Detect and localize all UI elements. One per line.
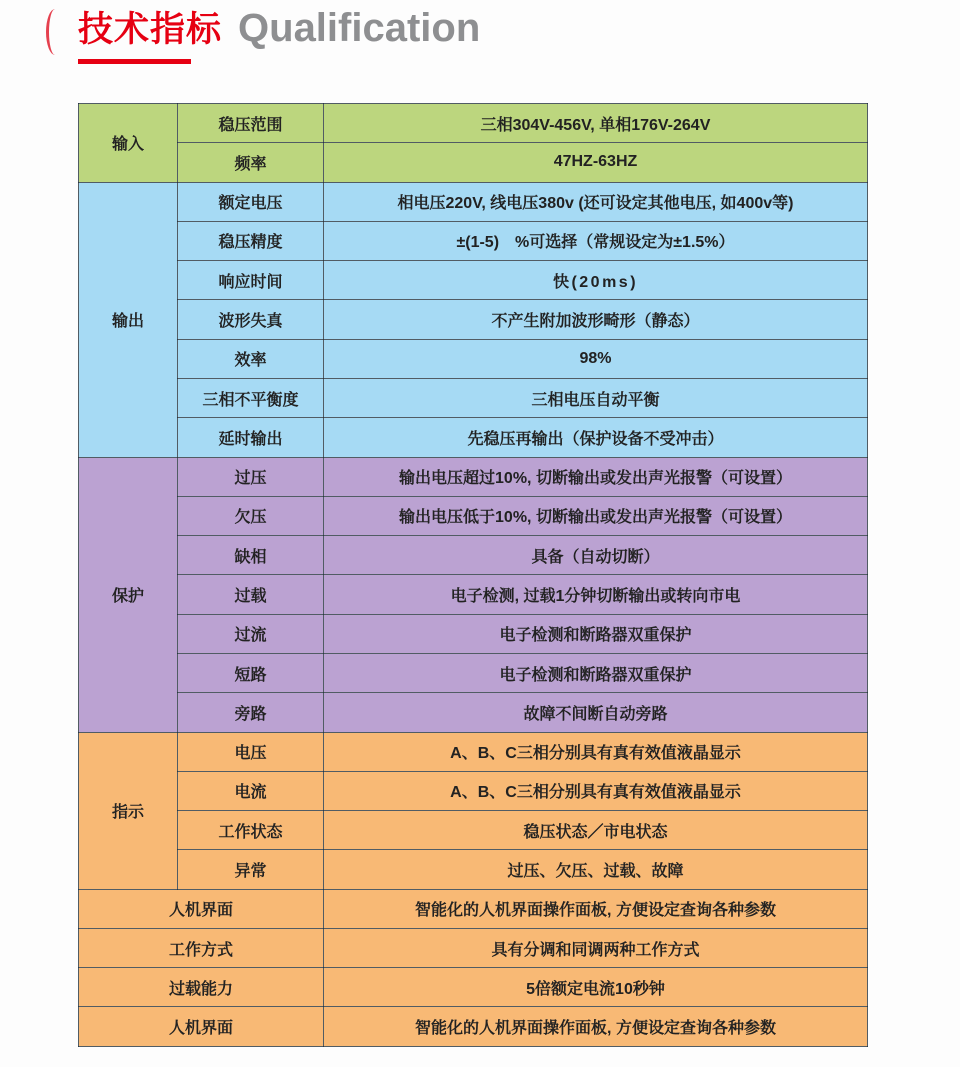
spec-value: 输出电压低于10%, 切断输出或发出声光报警（可设置） [324, 496, 868, 535]
table-row [79, 575, 868, 614]
spec-value: 98% [324, 339, 868, 378]
spec-label: 稳压精度 [178, 221, 324, 260]
spec-label: 工作方式 [79, 928, 324, 967]
table-row [79, 457, 868, 496]
table-row [79, 693, 868, 732]
spec-label: 异常 [178, 850, 324, 889]
page-header [78, 6, 480, 53]
page-title-cn: 技术指标 [78, 10, 223, 49]
spec-label: 工作状态 [178, 811, 324, 850]
spec-table [78, 103, 868, 1047]
table-row [79, 182, 868, 221]
table-row [79, 928, 868, 967]
table-row [79, 143, 868, 182]
spec-label: 人机界面 [79, 889, 324, 928]
spec-label: 电压 [178, 732, 324, 771]
spec-label: 延时输出 [178, 418, 324, 457]
spec-label: 响应时间 [178, 261, 324, 300]
spec-label: 缺相 [178, 536, 324, 575]
category-cell-indication: 指示 [79, 732, 178, 889]
category-cell-protection: 保护 [79, 457, 178, 732]
spec-value: 稳压状态／市电状态 [324, 811, 868, 850]
table-row [79, 221, 868, 260]
table-row [79, 811, 868, 850]
table-row [79, 732, 868, 771]
spec-value: 先稳压再输出（保护设备不受冲击） [324, 418, 868, 457]
spec-value: ±(1-5) %可选择（常规设定为±1.5%） [324, 221, 868, 260]
title-underline [78, 59, 191, 64]
spec-value: 输出电压超过10%, 切断输出或发出声光报警（可设置） [324, 457, 868, 496]
spec-value: 电子检测和断路器双重保护 [324, 653, 868, 692]
spec-label: 过流 [178, 614, 324, 653]
spec-label: 电流 [178, 771, 324, 810]
spec-label: 三相不平衡度 [178, 378, 324, 417]
spec-label: 波形失真 [178, 300, 324, 339]
spec-value: 5倍额定电流10秒钟 [324, 968, 868, 1007]
table-row [79, 418, 868, 457]
table-row [79, 771, 868, 810]
spec-table-wrap [78, 103, 868, 1047]
table-row [79, 300, 868, 339]
spec-value: 三相电压自动平衡 [324, 378, 868, 417]
spec-value: 电子检测, 过载1分钟切断输出或转向市电 [324, 575, 868, 614]
spec-value: 过压、欠压、过载、故障 [324, 850, 868, 889]
spec-label: 短路 [178, 653, 324, 692]
spec-label: 过载 [178, 575, 324, 614]
spec-value: A、B、C三相分别具有真有效值液晶显示 [324, 771, 868, 810]
spec-label: 过载能力 [79, 968, 324, 1007]
table-row [79, 378, 868, 417]
table-row [79, 889, 868, 928]
table-row [79, 496, 868, 535]
spec-label: 人机界面 [79, 1007, 324, 1047]
spec-label: 过压 [178, 457, 324, 496]
spec-label: 额定电压 [178, 182, 324, 221]
table-row [79, 614, 868, 653]
table-row [79, 339, 868, 378]
table-row [79, 261, 868, 300]
category-cell-output: 输出 [79, 182, 178, 457]
spec-value: 相电压220V, 线电压380v (还可设定其他电压, 如400v等) [324, 182, 868, 221]
decorative-arc [46, 9, 64, 55]
spec-value: A、B、C三相分别具有真有效值液晶显示 [324, 732, 868, 771]
spec-value: 智能化的人机界面操作面板, 方便设定查询各种参数 [324, 889, 868, 928]
table-row [79, 653, 868, 692]
spec-value: 具有分调和同调两种工作方式 [324, 928, 868, 967]
spec-value: 故障不间断自动旁路 [324, 693, 868, 732]
spec-value: 电子检测和断路器双重保护 [324, 614, 868, 653]
page-title-en: Qualification [238, 6, 481, 50]
spec-value: 47HZ-63HZ [324, 143, 868, 182]
table-row [79, 968, 868, 1007]
spec-value: 不产生附加波形畸形（静态） [324, 300, 868, 339]
spec-label: 欠压 [178, 496, 324, 535]
table-row [79, 850, 868, 889]
spec-label: 频率 [178, 143, 324, 182]
spec-label: 稳压范围 [178, 104, 324, 143]
spec-label: 旁路 [178, 693, 324, 732]
spec-value: 快(20ms) [324, 261, 868, 300]
table-row [79, 104, 868, 143]
spec-value: 智能化的人机界面操作面板, 方便设定查询各种参数 [324, 1007, 868, 1047]
table-row [79, 1007, 868, 1047]
table-row [79, 536, 868, 575]
spec-value: 三相304V-456V, 单相176V-264V [324, 104, 868, 143]
spec-label: 效率 [178, 339, 324, 378]
spec-value: 具备（自动切断） [324, 536, 868, 575]
category-cell-input: 输入 [79, 104, 178, 183]
